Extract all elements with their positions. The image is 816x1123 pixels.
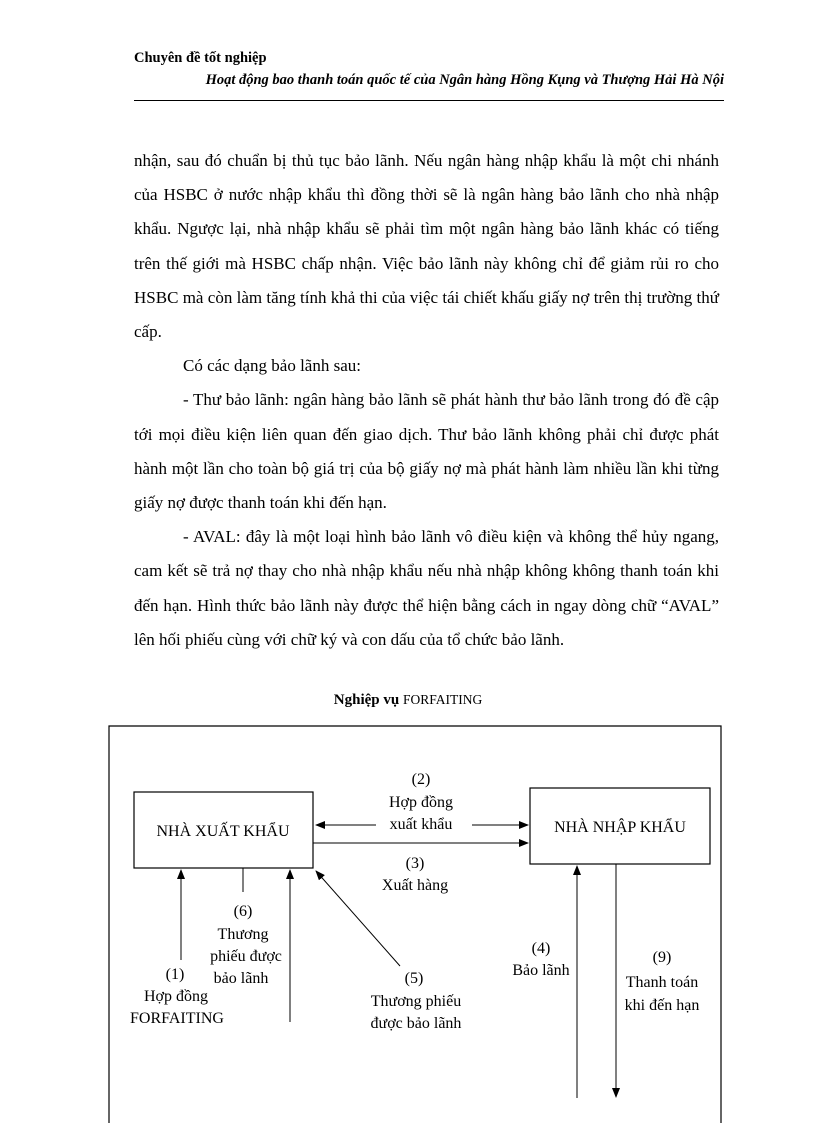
header-thesis-title: Hoạt động bao thanh toán quốc tế của Ngân hàng Hồng Kụng và Thượng Hải Hà Nội [205, 72, 724, 88]
label-payment-1: Thanh toán [625, 974, 699, 991]
diagram-title-plain: FORFAITING [402, 692, 483, 707]
paragraph-guarantee-letter: - Thư bảo lãnh: ngân hàng bảo lãnh sẽ phát hành thư bảo lãnh trong đó đề cập tới mọi điều kiện liên quan đến giao dịch. Thư bảo lãnh không phải chỉ được phát hành một lần cho toàn bộ giá trị của bộ giấy nợ mà phát hành làm nhiều lần khi từng giấy nợ được thanh toán khi đến hạn. [134, 390, 719, 513]
exporter-label: NHÀ XUẤT KHẨU [156, 823, 290, 840]
label-contract-2: xuất khẩu [389, 816, 453, 833]
importer-label: NHÀ NHẬP KHẨU [554, 819, 686, 836]
label-guarantee: Bảo lãnh [512, 962, 570, 979]
diagram-title-bold: Nghiệp vụ [333, 692, 400, 708]
label-forfaiting-2: FORFAITING [130, 1010, 224, 1027]
paragraph-guarantee-types: Có các dạng bảo lãnh sau: [183, 356, 361, 376]
label-step-9: (9) [652, 949, 672, 966]
label-step-6: (6) [233, 903, 253, 920]
paragraph-aval: - AVAL: đây là một loại hình bảo lãnh vô điều kiện và không thể hủy ngang, cam kết sẽ trả nợ thay cho nhà nhập khẩu nếu nhà nhập không không thanh toán khi đến hạn. Hình thức bảo lãnh này được thể hiện bằng cách in ngay dòng chữ “AVAL” lên hối phiếu cùng với chữ ký và con dấu của tổ chức bảo lãnh. [134, 527, 719, 649]
label-draft-2: phiếu được [210, 948, 282, 965]
label-forfaiting-1: Hợp đồng [143, 988, 209, 1005]
label-payment-2: khi đến hạn [624, 997, 700, 1014]
label-step-1: (1) [165, 966, 185, 983]
label-step-2: (2) [411, 771, 431, 788]
paragraph-guarantee-intro: nhận, sau đó chuẩn bị thủ tục bảo lãnh. Nếu ngân hàng nhập khẩu là một chi nhánh của HSBC ở nước nhập khẩu thì đồng thời sẽ là ngân hàng bảo lãnh cho nhà nhập khẩu. Ngược lại, nhà nhập khẩu sẽ phải tìm một ngân hàng bảo lãnh khác có tiếng trên thế giới mà HSBC chấp nhận. Việc bảo lãnh này không chỉ để giảm rủi ro cho HSBC mà còn làm tăng tính khả thi của việc tái chiết khấu giấy nợ trên thị trường thứ cấp. [134, 151, 719, 342]
label-guaranteed-1: Thương phiếu [370, 993, 462, 1010]
label-draft-3: bảo lãnh [213, 970, 269, 987]
label-contract-1: Hợp đồng [388, 794, 454, 811]
label-guaranteed-2: được bảo lãnh [370, 1015, 462, 1032]
label-step-3: (3) [405, 855, 425, 872]
label-step-4: (4) [531, 940, 551, 957]
label-shipping: Xuất hàng [381, 877, 449, 894]
label-draft-1: Thương [217, 926, 269, 943]
label-step-5: (5) [404, 970, 424, 987]
header-thesis-label: Chuyên đề tốt nghiệp [134, 50, 267, 66]
